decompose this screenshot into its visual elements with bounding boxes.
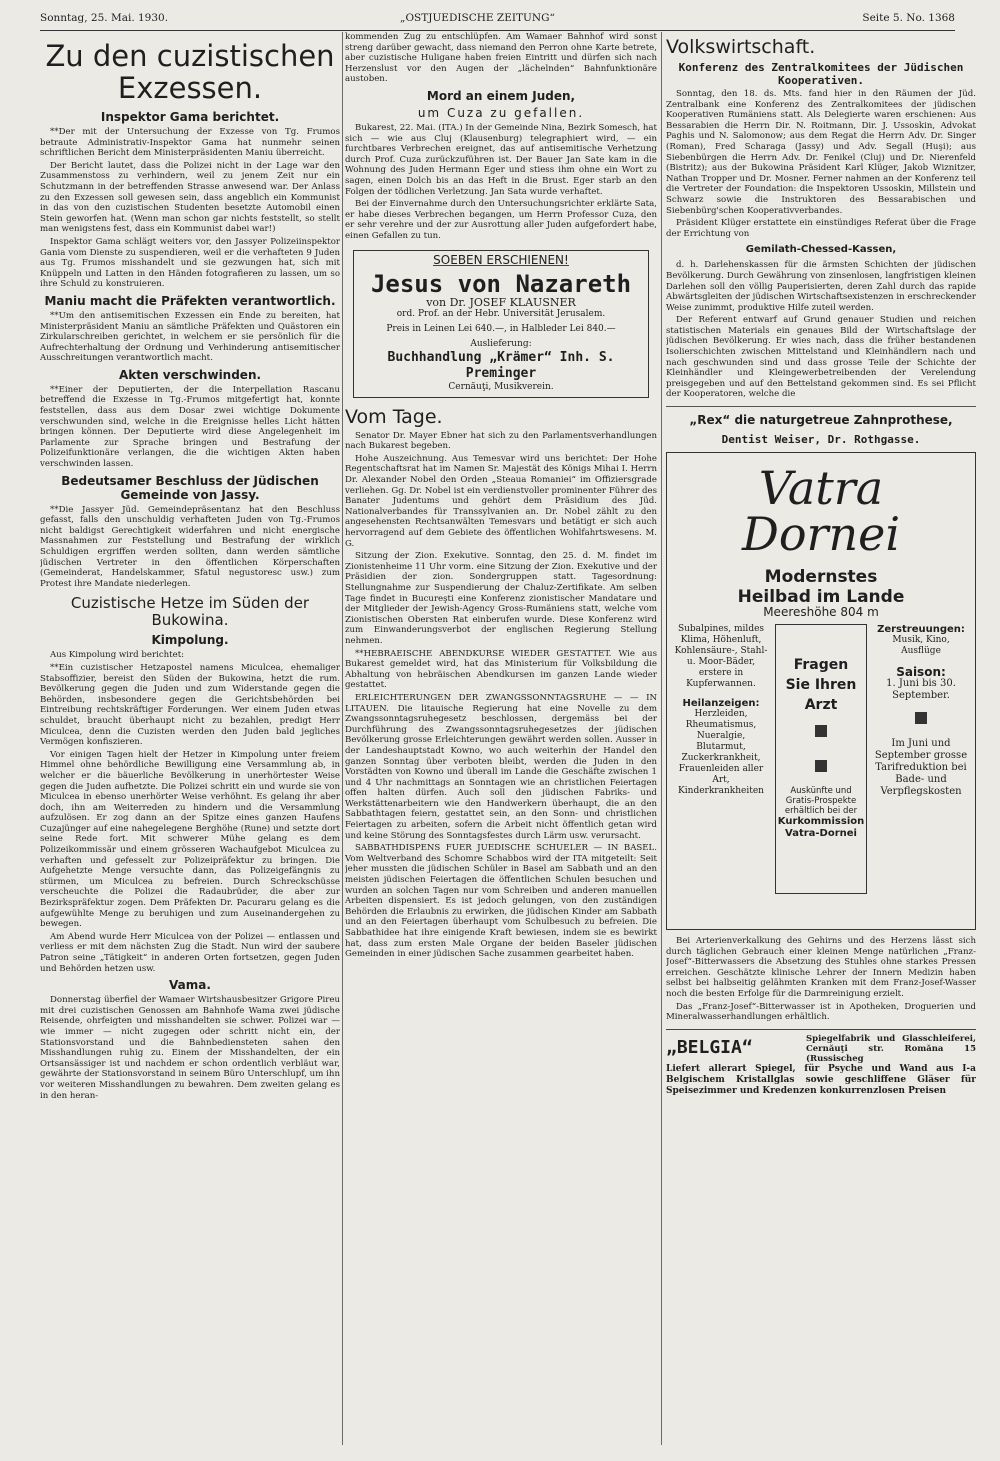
article-paragraph: Am Abend wurde Herr Miculcea von der Polizei — entlassen und verliess er mit dem nächsten Zug die Stadt. Nun wird der saubere Patron seine „Tätigkeit“ in anderen Orten fortsetzen, gegen Juden und Behörden hetzen usw.	[40, 931, 340, 974]
vatra-ask-doctor: Fragen Sie Ihren Arzt	[785, 656, 857, 713]
vatra-climate-text: Subalpines, mildes Klima, Höhenluft, Kohlensäure-, Stahl- u. Moor-Bäder, erstere in Kupferwannen.	[674, 623, 768, 689]
belgia-text: Liefert allerart Spiegel, für Psyche und Wand aus I-a Belgischem Kristallglas sowie geschliffene Gläser für Speisezimmer und Kredenzen konkurrenzlosen Preisen	[666, 1063, 976, 1096]
article-paragraph: Vor einigen Tagen hielt der Hetzer in Kimpolung unter freiem Himmel ohne behördliche Bewilligung eine Versammlung ab, in welcher er die bäuerliche Bevölkerung in unerhörtester Weise gegen die Juden aufhetzte. Die Polizei schritt ein und wurde sie von Miculcea in ebenso unerhörter Weise verhöhnt. Es gelang ihr aber doch, ihn am Weiterreden zu hindern und die Versammlung aufzulösen. Er zog dann an der Spitze eines ganzen Haufens Cuzajünger auf eine nahegelegene Berghöhe (Rune) und setzte dort seine Rede fort. Mit schwerer Mühe gelang es dem Polizeikommissär und einem grösseren Wachaufgebot Miculcea zu verhaften und gefesselt zur Polizeipräfektur zu bringen. Die Aufgehetzte Menge versuchte dann, das Polizeigefängnis zu stürmen, um Miculcea zu befreien. Durch Schreckschüsse verscheuchte die Polizei die Radaubrüder, die aber zur Bezirkspräfektur zogen. Dem Präfekten Dr. Pacuraru gelang es die aufgewühlte Menge zu beruhigen und zum Auseinandergehen zu bewegen.	[40, 749, 340, 930]
main-headline: Zu den cuzistischen Exzessen.	[45, 39, 335, 105]
ad-book-title: Jesus von Nazareth	[370, 270, 632, 299]
subhead-gemilath: Gemilath-Chessed-Kassen,	[745, 244, 897, 256]
header-page-number: Seite 5. No. 1368	[862, 12, 955, 24]
vatra-info-row	[671, 624, 971, 894]
article-paragraph: Sonntag, den 18. ds. Mts. fand hier in den Räumen der Jüd. Zentralbank eine Konferenz des Zentralkomitees der jüdischen Kooperativen Rumäniens statt. Als Delegierte waren erschienen: Aus Bessarabien die Herrn Dir. N. Roitmann, Dir. J. Ussoskin, Advokat Paghis und N. Salomonow; aus dem Regat die Herrn Adv. Dr. Singer (Roman), Fred Scharaga (Jassy) und Adv. Segall (Huşi); aus Siebenbürgen die Herrn Adv. Dr. Fenikel (Cluj) und Dr. Nierenfeld (Bistritz); aus der Bukowina Präsident Karl Klüger, Jakob Wiznitzer, Nathan Tropper und Dr. Mosner. Ferner nahmen an der Konferenz teil die Vertreter der Foundation: die Inspektoren Ussoskin, Millstein und Schwarz sowie die Instruktoren des Bessarabischen und Siebenbürg'schen Kooperativverbandes.	[666, 89, 976, 216]
vatra-auskunft: Auskünfte und Gratis-Prospekte erhältlich bei der	[784, 785, 858, 816]
subhead-konferenz: Konferenz des Zentralkomitees der Jüdischen Kooperativen.	[678, 61, 964, 87]
subhead-maniu: Maniu macht die Präfekten verantwortlich.	[44, 293, 336, 308]
header-paper-name: „OSTJUEDISCHE ZEITUNG“	[400, 12, 555, 24]
headline-hetze: Cuzistische Hetze im Süden der Bukowina.	[70, 594, 310, 630]
vatra-title-2: Dornei	[741, 507, 901, 562]
ad-price: Preis in Leinen Lei 640.—, in Halbleder Lei 840.—	[386, 323, 616, 334]
article-paragraph: Inspektor Gama schlägt weiters vor, den Jassyer Polizeiinspektor Gania vom Dienste zu suspendieren, weil er die verhafteten 9 Juden aus Tg. Frumos misshandelt und sie gezwungen hat, sich mit Knüppeln und Latten in den Händen fotografieren zu lassen, um so ihre Schuld zu konstruieren.	[40, 236, 340, 290]
vatra-title-1: Vatra	[758, 461, 884, 516]
subhead-mord: Mord an einem Juden,	[426, 88, 576, 103]
article-paragraph: Aus Kimpolung wird berichtet:	[50, 650, 185, 661]
article-paragraph: SABBATHDISPENS FUER JUEDISCHE SCHUELER — IN BASEL. Vom Weltverband des Schomre Schabbos wird der ITA mitgeteilt: Seit jeher mussten die jüdischen Schüler in Basel am Sabbath und an den meisten jüdischen Feiertagen die öffentlichen Schulen besuchen und wurden an solchen Tagen nur vom Schreiben und anderen manuellen Arbeiten dispensiert. Es ist jedoch gelungen, von den zuständigen Behörden die Erlaubnis zu erwirken, die jüdischen Kinder am Sabbath und an den Feiertagen überhaupt vom Schulbesuch zu befreien. Die Sabbathidee hat ihre einigende Kraft bewiesen, indem sie es bewirkt hat, dass zum ersten Male Organe der beiden Baseler jüdischen Gemeinden in einer jüdischen Sache zusammen gearbeitet haben.	[345, 843, 657, 960]
article-paragraph: Bei Arterienverkalkung des Gehirns und des Herzens lässt sich durch täglichen Gebrauch einer kleinen Menge natürlichen „Franz-Josef“-Bitterwassers die Absetzung des Stuhles ohne starkes Pressen erreichen. Geschätzte klinische Lehrer der Innern Medizin haben selbst bei halbseitig gelähmten Kranken mit dem Franz-Josef-Wasser noch die besten Erfolge für die Darmreinigung erzielt.	[666, 936, 976, 999]
article-paragraph: Der Referent entwarf auf Grund genauer Studien und reichen statistischen Materials ein genaues Bild der Wirtschaftslage der jüdischen Bevölkerung. Er wies nach, dass die früher bestandenen Isolierschichten zwischen Mittelstand und Kleinhändlern nach und nach geschwunden sind und dass grosse Teile der Schichte der Kleinhändler und Kleingewerbetreibenden der Verelendung preisgegeben und auf den Bettelstand gekommen sind. Es sei Pflicht der Kooperatoren, welche die	[666, 315, 976, 400]
article-paragraph: d. h. Darlehenskassen für die ärmsten Schichten der jüdischen Bevölkerung. Durch Gewährung von zinsenlosen, langfristigen kleinen Darlehen soll den völlig Pauperisierten, deren Zahl durch das rapide Abwärtsgleiten der jüdischen Wirtschaftsexistenzen in erschreckender Weise zunimmt, produktive Hilfe zuteil werden.	[666, 260, 976, 313]
subhead-gama: Inspektor Gama berichtet.	[100, 110, 280, 124]
column-rule-2	[661, 32, 662, 1445]
vatra-heilbad: Heilbad im Lande	[737, 587, 905, 608]
vatra-kurkommission: Kurkommission Vatra-Dornei	[777, 815, 865, 839]
subhead-akten: Akten verschwinden.	[118, 367, 262, 382]
vatra-saison-heading: Saison:	[896, 664, 946, 679]
article-paragraph: Bukarest, 22. Mai. (ITA.) In der Gemeinde Nina, Bezirk Somesch, hat sich — wie aus Cluj (Klausenburg) telegraphiert wird, — ein furchtbares Verbrechen ereignet, das auf antisemitische Verhetzung durch Prof. Cuza zurückzuführen ist. Der Bauer Jan Sate kam in die Wohnung des Juden Hermann Eger und stiess ihm ohne ein Wort zu sagen, einen Dolch bis an das Heft in die Brust. Eger starb an den Folgen der tödlichen Verletzung. Jan Sata wurde verhaftet.	[345, 122, 657, 197]
ad-top-line: SOEBEN ERSCHIENEN!	[433, 252, 569, 267]
belgia-name: „BELGIA“	[666, 1037, 753, 1059]
vatra-zerstreuungen-heading: Zerstreuungen:	[877, 623, 965, 635]
rex-ad-line-2: Dentist Weiser, Dr. Rothgasse.	[721, 433, 921, 447]
ad-author: von Dr. JOSEF KLAUSNER	[426, 296, 576, 310]
column-rule-1	[342, 32, 343, 1445]
article-paragraph: kommenden Zug zu entschlüpfen. Am Wamaer Bahnhof wird sonst streng darüber gewacht, dass niemand den Perron ohne Karte betrete, aber cuzistische Huligane haben freien Eintritt und dürfen sich nach Herzenslust vor den Augen der „lächelnden“ Bahnfunktionäre austoben.	[345, 32, 657, 85]
header-date: Sonntag, 25. Mai. 1930.	[40, 12, 169, 24]
article-paragraph: **HEBRAEISCHE ABENDKURSE WIEDER GESTATTET. Wie aus Bukarest gemeldet wird, hat das Ministerium für Volksbildung die Abhaltung von hebräischen Abendkursen im ganzen Lande wieder gestattet.	[345, 648, 657, 691]
rex-ad-line-1: „Rex“ die naturgetreue Zahnprothese,	[689, 413, 953, 428]
article-paragraph: Das „Franz-Josef“-Bitterwasser ist in Apotheken, Droguerien und Mineralwasserhandlungen erhältlich.	[666, 1001, 976, 1023]
belgia-advertisement	[666, 1029, 976, 1097]
article-paragraph: **Die Jassyer Jüd. Gemeindepräsentanz hat den Beschluss gefasst, falls den unschuldig verhafteten Juden von Tg.-Frumos nicht baldigst Gerechtigkeit widerfahren und nicht energische Massnahmen zur Feststellung und Bestrafung der wirklich Schuldigen ergriffen werden sollten, dann werden sämtliche jüdischen Vertreter in den öffentlichen Körperschaften (Gemeinderat, Handelskammer, Sfatul negustoresc usw.) zum Protest ihre Mandate niederlegen.	[40, 504, 340, 589]
square-ornament	[915, 712, 927, 724]
column-2	[345, 32, 657, 1447]
ad-delivery: Auslieferung:	[470, 338, 532, 349]
ad-shop: Buchhandlung „Krämer“ Inh. S. Preminger	[387, 349, 615, 381]
vatra-saison-dates: 1. Juni bis 30. September.	[886, 677, 956, 701]
article-paragraph: **Einer der Deputierten, der die Interpellation Rascanu betreffend die Exzesse in Tg.-Frumos mitgefertigt hat, konnte feststellen, dass aus dem Dosar zwei wichtige Dokumente verschwunden sind, welche in die Ereignisse helles Licht hätten bringen können. Der Deputierte wird diese Angelegenheit im Parlamente zur Sprache bringen und Bestrafung der Polizeifunktionäre verlangen, die die wichtigen Akten haben verschwinden lassen.	[40, 384, 340, 470]
subhead-vama: Vama.	[169, 978, 211, 993]
vatra-zerstreuungen-text: Musik, Kino, Ausflüge	[892, 634, 950, 656]
subhead-kimpolung: Kimpolung.	[151, 633, 229, 648]
square-ornament	[815, 725, 827, 737]
vatra-altitude: Meereshöhe 804 m	[763, 605, 879, 620]
article-paragraph: Senator Dr. Mayer Ebner hat sich zu den Parlamentsverhandlungen nach Bukarest begeben.	[345, 430, 657, 452]
square-ornament	[815, 760, 827, 772]
vatra-dornei-advertisement	[666, 452, 976, 930]
vatra-left-column	[671, 624, 771, 894]
article-paragraph: Präsident Klüger erstattete ein einstündiges Referat über die Frage der Errichtung von	[666, 218, 976, 239]
belgia-address: Spiegelfabrik und Glasschleiferei, Cernăuţi str. Romăna 15 (Russischeg	[806, 1033, 976, 1064]
page-header	[40, 10, 955, 31]
subhead-mord-2: um Cuza zu gefallen.	[417, 105, 585, 120]
ad-place: Cernăuţi, Musikverein.	[448, 381, 554, 392]
article-paragraph: Der Bericht lautet, dass die Polizei nicht in der Lage war den Zusammenstoss zu verhindern, weil zu jenem Zeit nur ein Schutzmann in der betreffenden Strasse anwesend war. Der Anlass zu den Exzessen soll gewesen sein, dass angeblich ein Kommunist in das von den cuzistischen Studenten besetzte Automobil einen Stein geworfen hat. (Wenn man schon gar nichts feststellt, so stellt man wenigstens fest, dass ein Kommunist dabei war!)	[40, 160, 340, 235]
divider	[666, 406, 976, 407]
column-1	[40, 32, 340, 1447]
vatra-tarif: Im Juni und September grosse Tarifreduktion bei Bade- und Verpflegskosten	[874, 737, 968, 797]
article-paragraph: Bei der Einvernahme durch den Untersuchungsrichter erklärte Sata, er habe dieses Verbrechen begangen, um Herrn Professor Cuza, den er sehr verehre und der zur Ausrottung aller Juden aufgefordert habe, einen Gefallen zu tun.	[345, 199, 657, 241]
subhead-jassy: Bedeutsamer Beschluss der Jüdischen Gemeinde von Jassy.	[61, 473, 319, 502]
vatra-heilanzeigen-heading: Heilanzeigen:	[682, 697, 760, 709]
article-paragraph: **Ein cuzistischer Hetzapostel namens Miculcea, ehemaliger Stabsoffizier, bereist den Süden der Bukowina, hetzt die rum. Bevölkerung gegen die Juden und zum Widerstande gegen die Behörden, insbesondere gegen die Gerichtsbehörden bei Eintreibung rechtskräftiger Forderungen. Wer einem Juden etwas schuldet, braucht überhaupt nicht zu bezahlen, predigt Herr Miculcea, denn die Cuzisten werden den Juden bald jegliches Vermögen konfiszieren.	[40, 662, 340, 748]
vatra-right-column	[871, 624, 971, 894]
section-volkswirtschaft: Volkswirtschaft.	[666, 36, 816, 58]
article-paragraph: **Der mit der Untersuchung der Exzesse von Tg. Frumos betraute Administrativ-Inspektor Gama hat nunmehr seinen schriftlichen Bericht dem Ministerpräsidenten Maniu überreicht.	[40, 127, 340, 159]
vatra-modernstes: Modernstes	[764, 567, 878, 588]
book-advertisement	[353, 250, 649, 398]
column-3	[666, 32, 976, 1447]
section-vom-tage: Vom Tage.	[345, 405, 443, 428]
article-paragraph: Donnerstag überfiel der Wamaer Wirtshausbesitzer Grigore Pireu mit drei cuzistischen Genossen am Bahnhofe Wama zwei jüdische Reisende, ohrfeigten und misshandelten sie schwer. Polizei war — wie immer — nicht zugegen oder schritt nicht ein, der Stationsvorstand und die Bahnbediensteten sahen den Misshandlungen ruhig zu. Einem der Misshandelten, der ein Ortsansässiger ist und nachdem er schon ordentlich verbläut war, gewährte der Stationsvorstand in seinem Büro Unterschlupf, um ihn vor weiteren Misshandlungen zu bewahren. Dem zweiten gelang es in den heran-	[40, 995, 340, 1101]
article-paragraph: Hohe Auszeichnung. Aus Temesvar wird uns berichtet: Der Hohe Regentschaftsrat hat im Namen Sr. Majestät des Königs Mihai I. Herrn Dr. Alexander Nobel den Orden „Steaua Romaniei“ im Offiziersgrade verliehen. Gg. Dr. Nobel ist ein verdienstvoller prominenter Führer des Banater Judentums und gehört dem Präsidium des Jüd. Nationalverbandes für Transsylvanien an. Dr. Nobel zählt zu den angesehensten Rechtsanwälten Temesvars und betätigt er sich auch hervorragend auf dem Gebiete des öffentlichen Wohlfahrtswesens. M. G.	[345, 453, 657, 549]
vatra-heilanzeigen-text: Herzleiden, Rheumatismus, Nueralgie, Blutarmut, Zuckerkrankheit, Frauenleiden aller Art, Kinderkrankheiten	[678, 708, 764, 796]
article-paragraph: Sitzung der Zion. Exekutive. Sonntag, den 25. d. M. findet im Zionistenheime 11 Uhr vorm. eine Sitzung der Zion. Exekutive und der Präsidien der zion. Sondergruppen statt. Tagesordnung: Stellungnahme zur Suspendierung der Chaluz-Zertifikate. Am selben Tage findet in Bucureşti eine Konferenz zionistischer Mandatare und der Mitglieder der Jewish-Agency Gross-Rumäniens statt, welche vom Zionistischen Obersten Rat einberufen wurde. Diese Konferenz wird zum Einwanderungsverbot der englischen Regierung Stellung nehmen.	[345, 551, 657, 646]
vatra-center-box	[775, 624, 867, 894]
article-paragraph: **Um den antisemitischen Exzessen ein Ende zu bereiten, hat Ministerpräsident Maniu an sämtliche Präfekten und Quästoren ein Zirkularschreiben gerichtet, in welchem er sie persönlich für die Aufrechterhaltung der Ordnung und Verhinderung antisemitischer Ausschreitungen verantwortlich macht.	[40, 310, 340, 364]
ad-author-role: ord. Prof. an der Hebr. Universität Jerusalem.	[396, 308, 606, 319]
article-paragraph: ERLEICHTERUNGEN DER ZWANGSSONNTAGSRUHE — — IN LITAUEN. Die litauische Regierung hat eine Novelle zu dem Zwangssonntagsruhegesetz beschlossen, dergemäss bei der Durchführung des Zwangssonntagsruhegesetzes der jüdischen Bevölkerung grosse Erleichterungen gewährt werden sollen. Ausser in der Landeshauptstadt Kowno, wo auch weiterhin der Handel den ganzen Sonntag über verboten bleibt, werden die Juden in den Vorstädten von Kowno und überall im Lande die Geschäfte zwischen 1 und 4 Uhr nachmittags an Sonntagen wie an christlichen Feiertagen offen halten dürfen. Auch soll den jüdischen Fabriks- und Werkstättenarbeitern wie den Handwerkern überhaupt, die an den Sabbathtagen feiern, gestattet sein, an den Sonn- und christlichen Feiertagen zu arbeiten, sofern die Arbeit nicht öffentlich getan wird und keine Störung des Sonntagsfestes durch Lärm usw. verursacht.	[345, 692, 657, 841]
